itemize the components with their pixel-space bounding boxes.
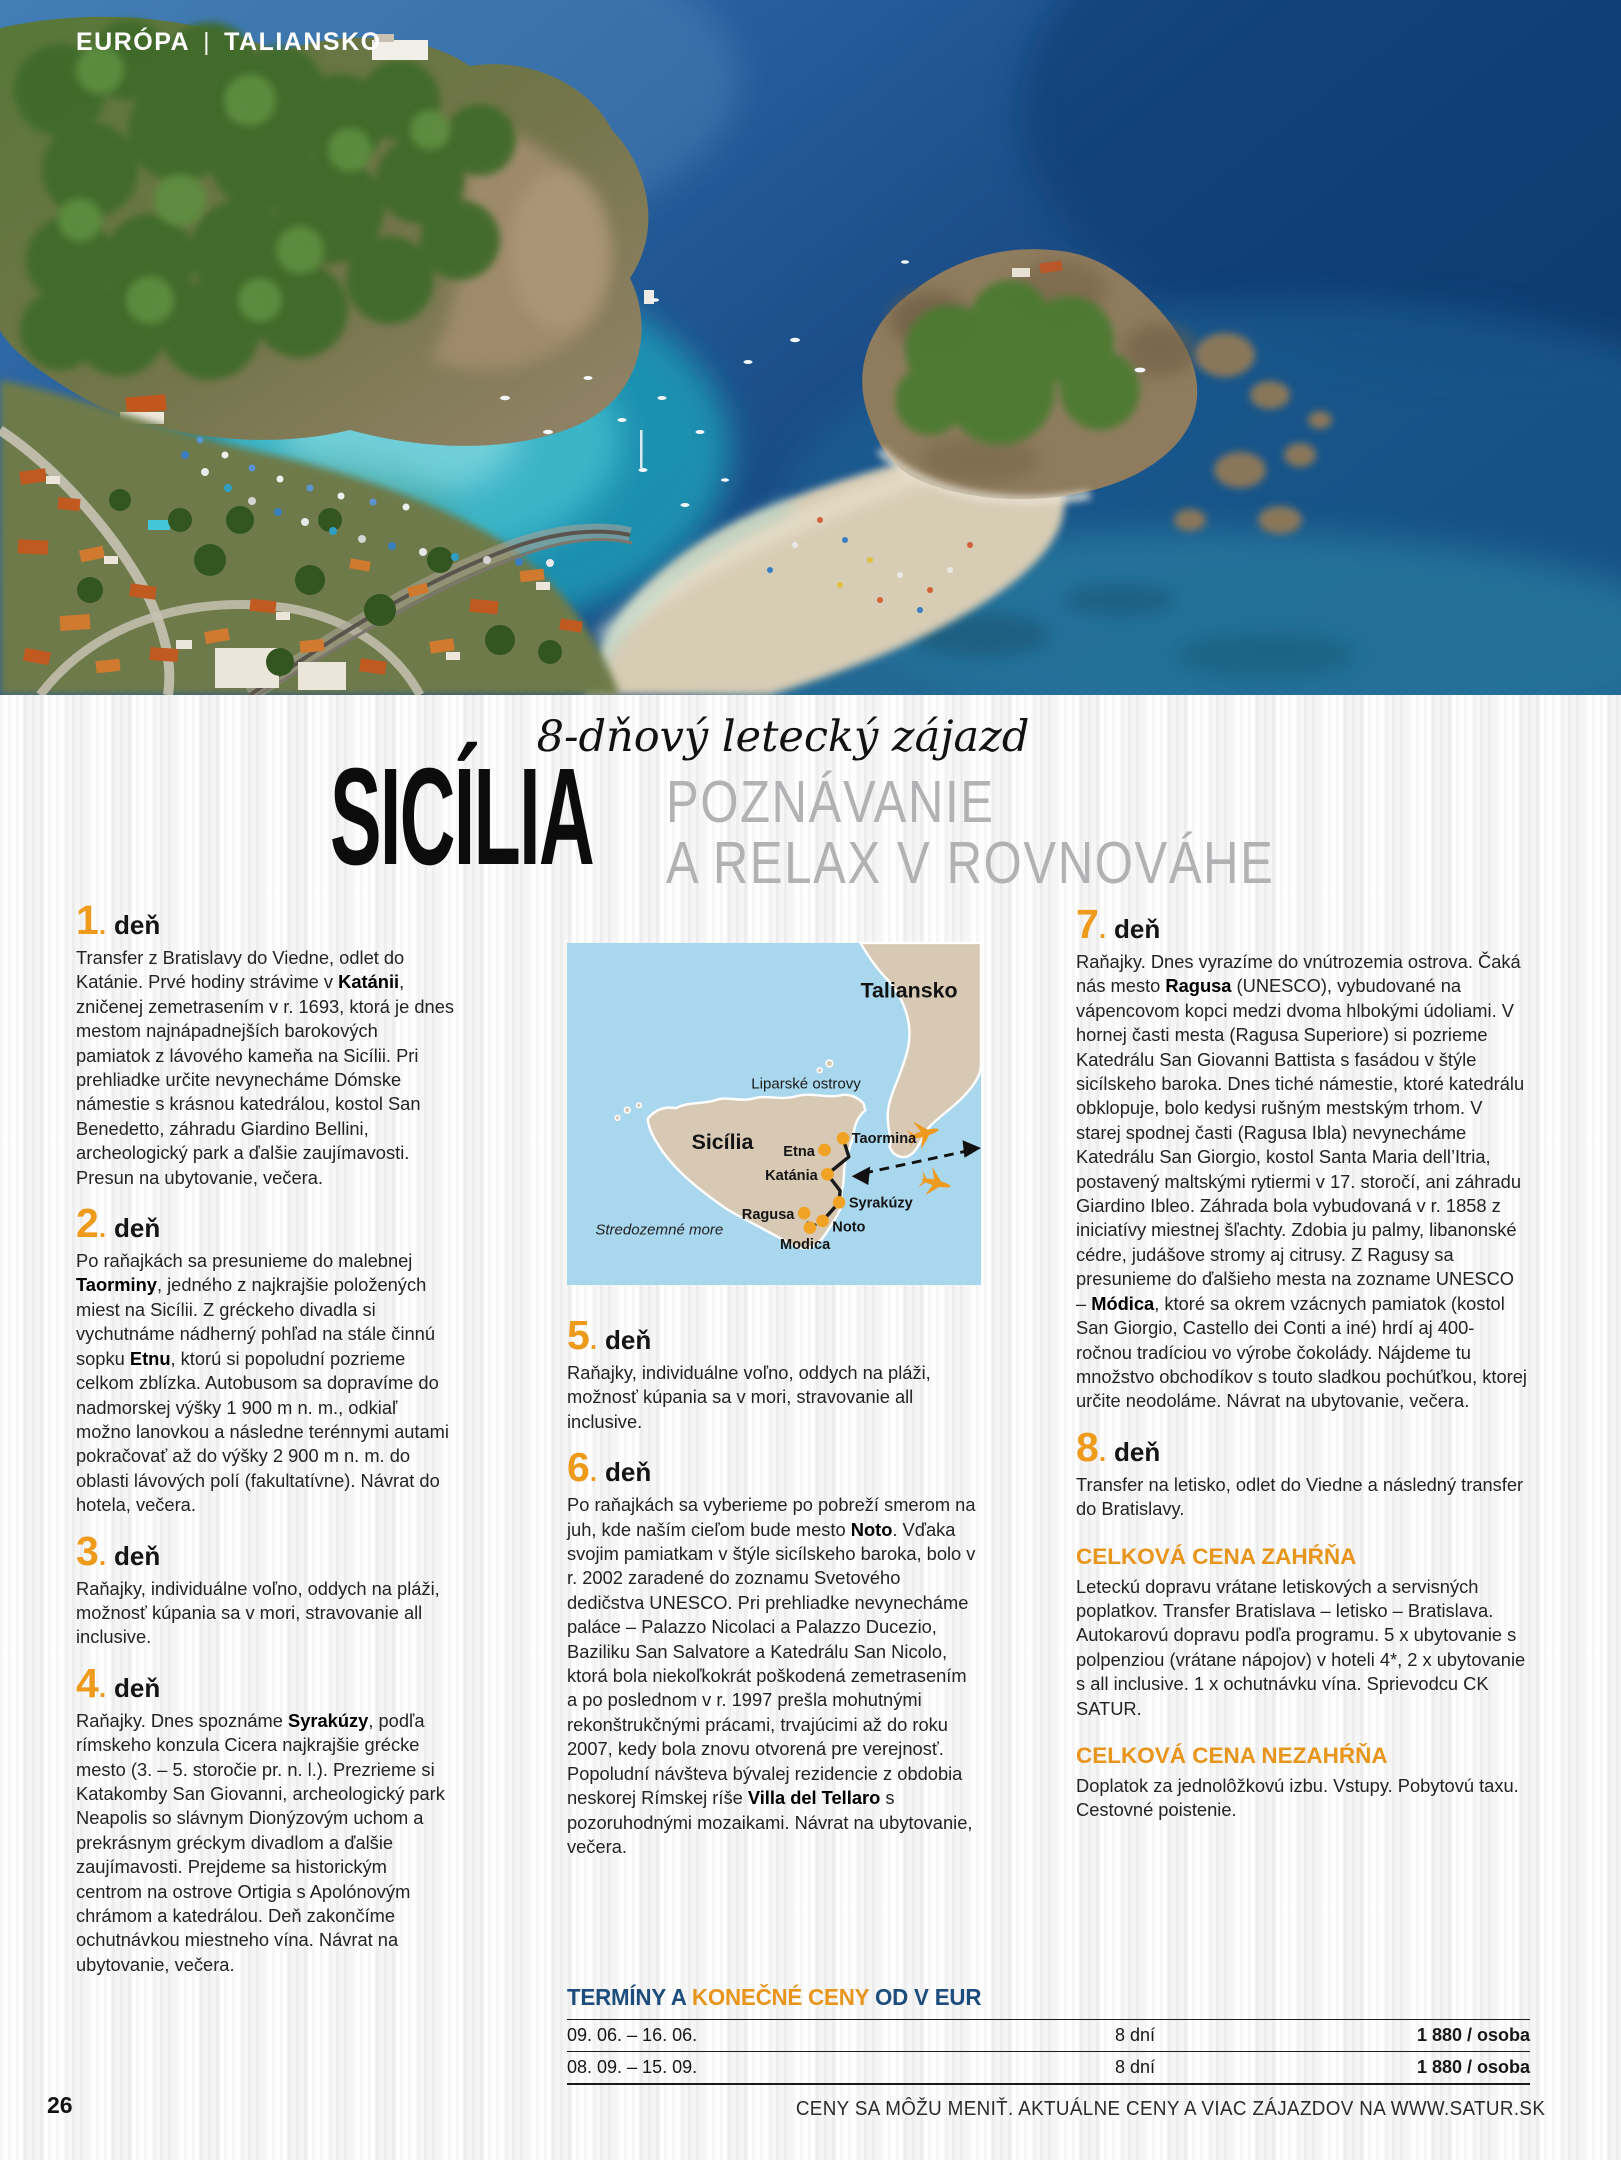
price-section-heading: CELKOVÁ CENA ZAHŔŇA xyxy=(1076,1543,1357,1569)
day-4-text: Raňajky. Dnes spoznáme Syrakúzy, podľa rímskeho konzula Cicera najkrajšie grécke mesto (3. – 5. storočie pr. n. l.). Prezrieme si Katakomby San Giovanni, archeologický park Neapolis so slávnym Dionýzovým uchom a prekrásnym gréckym divadlom a ďalšie zaujímavosti. Prejdeme sa historickým centrom na ostrove Ortigia s Apolónovým chrámom a katedrálou. Deň zakončíme ochutnávkou miestneho vína. Návrat na ubytovanie, večera. xyxy=(76,1709,445,1975)
day-number: 1 xyxy=(76,897,99,943)
day-6-block xyxy=(567,1444,981,1859)
tour-price: 1 880 / osoba xyxy=(1416,2025,1530,2045)
day-3-text: Raňajky, individuálne voľno, oddych na pláži, možnosť kúpania sa v mori, stravovanie all inclusive. xyxy=(76,1577,440,1648)
breadcrumb-country: TALIANSKO xyxy=(224,28,382,56)
day-number: 4 xyxy=(76,1659,99,1706)
day-number-dot: . xyxy=(589,1325,598,1355)
day-2-block xyxy=(76,1200,456,1517)
day-4-heading xyxy=(76,1659,456,1706)
breadcrumb-region: EURÓPA xyxy=(76,28,191,56)
day-label: deň xyxy=(1114,1436,1161,1467)
day-number: 6 xyxy=(567,1444,590,1491)
page-title: SICÍLIA xyxy=(330,740,594,894)
day-number-dot: . xyxy=(98,910,107,940)
map-city-modica: Modica xyxy=(780,1237,831,1254)
day-1-text: Transfer z Bratislavy do Viedne, odlet do Katánie. Prvé hodiny strávime v Katánii, zničenej zemetrasením v r. 1693, ktorá je dnes mestom najnápadnejších barokových pamiatok z lávového kameňa na Sicílii. Pri prehliadke určite nevynecháme Dómske námestie s krásnou katedrálou, kostol San Benedetto, záhradu Giardino Bellini, archeologický park a ďalšie zaujímavosti. Presun na ubytovanie, večera. xyxy=(76,947,455,1188)
day-number-dot: . xyxy=(98,1540,107,1571)
day-number-dot: . xyxy=(1098,1436,1107,1467)
price-table-row xyxy=(567,2019,1530,2051)
day-3-heading xyxy=(76,1527,456,1574)
price-table-title-part2: KONEČNÉ CENY xyxy=(691,1984,869,2010)
footer-note: CENY SA MÔŽU MENIŤ. AKTUÁLNE CENY A VIAC ZÁJAZDOV NA WWW.SATUR.SK xyxy=(795,2098,1545,2120)
day-number: 3 xyxy=(76,1527,99,1574)
day-8-text: Transfer na letisko, odlet do Viedne a následný transfer do Bratislavy. xyxy=(1076,1473,1524,1520)
day-4-block xyxy=(76,1659,456,1977)
tour-duration: 8 dní xyxy=(1115,2025,1156,2045)
tagline-line2: A RELAX V ROVNOVÁHE xyxy=(666,830,1275,896)
itinerary-days-5-6 xyxy=(567,1312,981,1859)
day-number-dot: . xyxy=(589,1457,598,1488)
itinerary-column-3 xyxy=(1076,901,1528,1823)
price-info-sections xyxy=(1076,1544,1528,1823)
map-city-syrakuzy: Syrakúzy xyxy=(848,1195,913,1212)
price-section xyxy=(1076,1743,1528,1823)
day-6-heading xyxy=(567,1444,981,1491)
route-map xyxy=(567,938,981,1290)
day-2-heading xyxy=(76,1200,456,1247)
tagline-line1: POZNÁVANIE xyxy=(666,769,995,835)
day-7-text: Raňajky. Dnes vyrazíme do vnútrozemia ostrova. Čaká nás mesto Ragusa (UNESCO), vybudované na vápencovom kopci medzi dvoma hlbokými údoliami. V hornej časti mesta (Ragusa Superiore) si pozrieme Katedrálu San Giovanni Battista s fasádou v štýle sicílskeho baroka. Dnes tiché námestie, ktoré katedrálu obklopuje, bolo kedysi rušným mestským trhom. V starej spodnej časti (Ragusa Ibla) nevynecháme Katedrálu San Giorgio, kostol Santa Maria dell’Itria, postavený maltskými rytiermi v 17. storočí, ani záhradu Giardino Ibleo. Záhrada bola vybudovaná v r. 1858 z iniciatívy miestnej šľachty. Zdobia ju palmy, libanonské cédre, judášove stromy aj citrusy. Z Ragusy sa presunieme do ďalšieho mesta na zozname UNESCO – Módica, ktoré sa okrem vzácnych pamiatok (kostol San Giorgio, Castello dei Conti a iné) hrdí aj 400-ročnou tradíciou vo výrobe čokolády. Nájdeme tu množstvo obchodíkov s touto sladkou pochúťkou, ktorej určite neodoláme. Návrat na ubytovanie, večera. xyxy=(1076,951,1527,1412)
day-number: 8 xyxy=(1076,1423,1099,1470)
day-8-block xyxy=(1076,1423,1528,1522)
day-2-text: Po raňajkách sa presunieme do malebnej Taorminy, jedného z najkrajšie položených miest na Sicílii. Z gréckeho divadla si vychutnáme nádherný pohľad na stále činnú sopku Etnu, ktorú si popoludní pozrieme celkom zblízka. Autobusom sa dopravíme do nadmorskej výšky 1 900 m n. m., odkiaľ možno lanovkou a následne terénnymi autami pokračovať až do výšky 2 900 m n. m. do oblasti lávových polí (fakultatívne). Návrat do hotela, večera. xyxy=(76,1250,449,1516)
price-section-body: Doplatok za jednolôžkovú izbu. Vstupy. Pobytovú taxu. Cestovné poistenie. xyxy=(1076,1774,1519,1821)
map-city-taormina: Taormina xyxy=(851,1131,917,1148)
map-city-ragusa: Ragusa xyxy=(741,1206,795,1223)
map-city-etna: Etna xyxy=(783,1143,815,1160)
price-table xyxy=(567,1984,1530,2085)
price-section-body: Leteckú dopravu vrátane letiskových a servisných poplatkov. Transfer Bratislava – letisko – Bratislava. Autokarovú dopravu podľa programu. 5 x ubytovanie s polpenziou (vrátane nápojov) v hoteli 4*, 2 x ubytovanie s all inclusive. 1 x ochutnávku vína. Sprievodcu CK SATUR. xyxy=(1076,1575,1526,1719)
price-section-heading: CELKOVÁ CENA NEZAHŔŇA xyxy=(1076,1742,1388,1768)
day-number: 5 xyxy=(567,1312,590,1358)
tour-duration: 8 dní xyxy=(1115,2057,1156,2077)
day-1-heading xyxy=(76,897,456,943)
itinerary-column-2 xyxy=(567,938,981,1875)
day-8-heading xyxy=(1076,1423,1528,1470)
price-section xyxy=(1076,1544,1528,1721)
day-number: 7 xyxy=(1076,901,1099,947)
day-label: deň xyxy=(114,910,161,940)
day-7-block xyxy=(1076,901,1528,1414)
day-label: deň xyxy=(114,1540,161,1571)
day-7-heading xyxy=(1076,901,1528,947)
day-number-dot: . xyxy=(1098,914,1107,944)
day-6-text: Po raňajkách sa vyberieme po pobreží smerom na juh, kde naším cieľom bude mesto Noto. Vďaka svojim pamiatkam v štýle sicílskeho baroka, bolo v r. 2002 zaradené do zoznamu Svetového dedičstva UNESCO. Pri prehliadke nevynecháme paláce – Palazzo Nicolaci a Palazzo Ducezio, Baziliku San Salvatore a Katedrálu San Nicolo, ktorá bola niekoľkokrát poškodená zemetrasením a po poslednom v r. 1997 prešla mohutnými rekonštrukčnými prácami, trvajúcimi až do roku 2007, kedy bola znovu otvorená pre verejnosť. Popoludní návšteva bývalej rezidencie z obdobia neskorej Rímskej ríše Villa del Tellaro s pozoruhodnými mozaikami. Návrat na ubytovanie, večera. xyxy=(567,1494,976,1857)
map-label-sicilia: Sicília xyxy=(691,1129,754,1154)
tour-price: 1 880 / osoba xyxy=(1416,2057,1530,2077)
day-1-block xyxy=(76,897,456,1190)
tour-dates: 08. 09. – 15. 09. xyxy=(567,2057,698,2077)
itinerary-days-7-8 xyxy=(1076,901,1528,1522)
hero-photo xyxy=(0,0,1621,695)
route-map-svg xyxy=(567,938,981,1290)
map-city-katania: Katánia xyxy=(765,1168,818,1185)
breadcrumb-divider: | xyxy=(203,28,212,56)
day-number-dot: . xyxy=(98,1213,107,1244)
page-number: 26 xyxy=(47,2092,73,2118)
tour-subtitle: 8-dňový letecký zájazd xyxy=(536,712,1030,762)
itinerary-column-1 xyxy=(76,897,456,1993)
day-label: deň xyxy=(605,1457,652,1488)
day-number: 2 xyxy=(76,1200,99,1247)
map-label-sea: Stredozemné more xyxy=(595,1221,724,1239)
day-5-heading xyxy=(567,1312,981,1358)
price-table-row xyxy=(567,2051,1530,2083)
day-label: deň xyxy=(605,1325,652,1355)
day-label: deň xyxy=(1114,914,1161,944)
price-table-rows xyxy=(567,2019,1530,2085)
breadcrumb xyxy=(76,28,382,57)
day-3-block xyxy=(76,1527,456,1650)
day-5-text: Raňajky, individuálne voľno, oddych na pláži, možnosť kúpania sa v mori, stravovanie all inclusive. xyxy=(567,1362,931,1432)
tour-dates: 09. 06. – 16. 06. xyxy=(567,2025,698,2045)
price-table-title xyxy=(567,1984,1501,2011)
price-table-title-part1: TERMÍNY A xyxy=(567,1984,692,2010)
day-label: deň xyxy=(114,1213,161,1244)
day-number-dot: . xyxy=(98,1672,107,1703)
day-5-block xyxy=(567,1312,981,1434)
map-label-lipari: Liparské ostrovy xyxy=(751,1075,861,1093)
map-city-noto: Noto xyxy=(832,1219,866,1236)
map-label-country: Taliansko xyxy=(860,978,958,1003)
taormina-aerial-photo xyxy=(0,0,1621,695)
day-label: deň xyxy=(114,1672,161,1703)
price-table-title-part3: OD V EUR xyxy=(868,1984,982,2010)
